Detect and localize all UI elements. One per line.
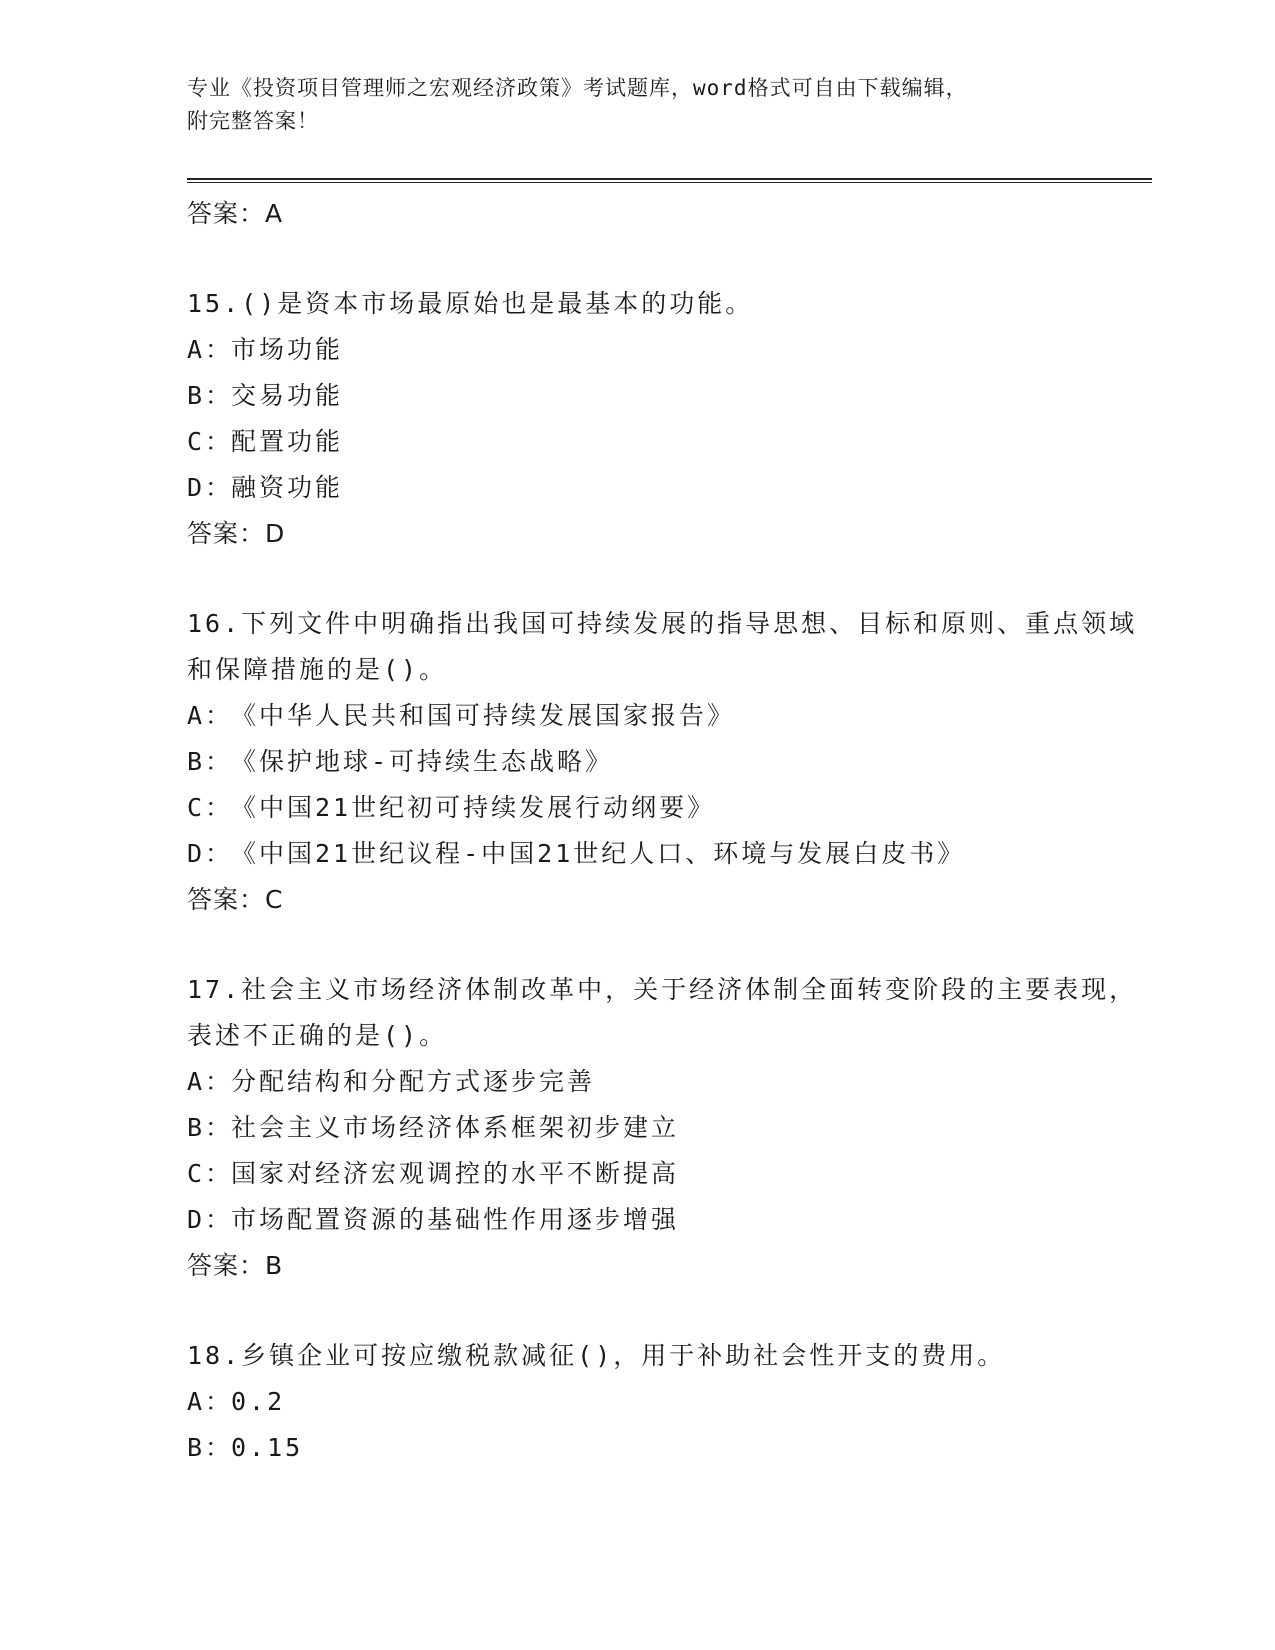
- option-c: [187, 419, 1152, 465]
- answer-line: 答案：D: [187, 519, 286, 548]
- option-d: [187, 1197, 1152, 1243]
- question-18: [187, 1333, 1152, 1471]
- question-17: [187, 967, 1152, 1289]
- option-a: [187, 327, 1152, 373]
- option-b: [187, 1425, 1152, 1471]
- option-text: 市场配置资源的基础性作用逐步增强: [231, 1205, 680, 1234]
- option-c: [187, 1151, 1152, 1197]
- option-text: 0.2: [231, 1387, 286, 1416]
- option-key: B：: [187, 747, 234, 776]
- option-d: [187, 831, 1152, 877]
- option-text: 交易功能: [231, 381, 344, 410]
- question-stem: 17.社会主义市场经济体制改革中，关于经济体制全面转变阶段的主要表现，表述不正确的是()。: [187, 975, 1138, 1050]
- option-key: A：: [187, 1067, 234, 1096]
- option-key: D：: [187, 1205, 234, 1234]
- option-text: 《中国21世纪初可持续发展行动纲要》: [231, 793, 716, 822]
- answer-line: 答案：A: [187, 199, 284, 228]
- option-text: 国家对经济宏观调控的水平不断提高: [231, 1159, 680, 1188]
- option-key: B：: [187, 1113, 234, 1142]
- option-key: A：: [187, 1387, 234, 1416]
- question-stem: 15.()是资本市场最原始也是最基本的功能。: [187, 289, 754, 318]
- option-text: 融资功能: [231, 473, 344, 502]
- header-line-2: 附完整答案！: [187, 109, 319, 133]
- option-a: [187, 693, 1152, 739]
- option-b: [187, 373, 1152, 419]
- option-text: 分配结构和分配方式逐步完善: [231, 1067, 596, 1096]
- option-key: C：: [187, 1159, 234, 1188]
- option-text: 配置功能: [231, 427, 344, 456]
- option-key: A：: [187, 335, 234, 364]
- question-stem: 18.乡镇企业可按应缴税款减征()，用于补助社会性开支的费用。: [187, 1341, 1006, 1370]
- option-c: [187, 785, 1152, 831]
- option-key: C：: [187, 427, 234, 456]
- option-text: 市场功能: [231, 335, 344, 364]
- option-key: B：: [187, 1433, 234, 1462]
- document-header: [187, 72, 1152, 178]
- option-text: 社会主义市场经济体系框架初步建立: [231, 1113, 680, 1142]
- answer-line: 答案：B: [187, 1251, 284, 1280]
- header-divider: [187, 178, 1152, 183]
- option-text: 《中华人民共和国可持续发展国家报告》: [231, 701, 736, 730]
- option-text: 《保护地球-可持续生态战略》: [231, 747, 614, 776]
- option-text: 0.15: [231, 1433, 304, 1462]
- option-text: 《中国21世纪议程-中国21世纪人口、环境与发展白皮书》: [231, 839, 966, 868]
- option-d: [187, 465, 1152, 511]
- option-a: [187, 1059, 1152, 1105]
- question-15: [187, 281, 1152, 557]
- option-b: [187, 739, 1152, 785]
- option-b: [187, 1105, 1152, 1151]
- option-key: D：: [187, 839, 234, 868]
- option-key: A：: [187, 701, 234, 730]
- header-line-1: 专业《投资项目管理师之宏观经济政策》考试题库，word格式可自由下载编辑，: [187, 76, 968, 100]
- option-key: B：: [187, 381, 234, 410]
- answer-line: 答案：C: [187, 885, 284, 914]
- option-key: C：: [187, 793, 234, 822]
- option-a: [187, 1379, 1152, 1425]
- question-stem: 16.下列文件中明确指出我国可持续发展的指导思想、目标和原则、重点领域和保障措施的是()。: [187, 609, 1138, 684]
- option-key: D：: [187, 473, 234, 502]
- document-page: [187, 72, 1152, 1471]
- question-16: [187, 601, 1152, 923]
